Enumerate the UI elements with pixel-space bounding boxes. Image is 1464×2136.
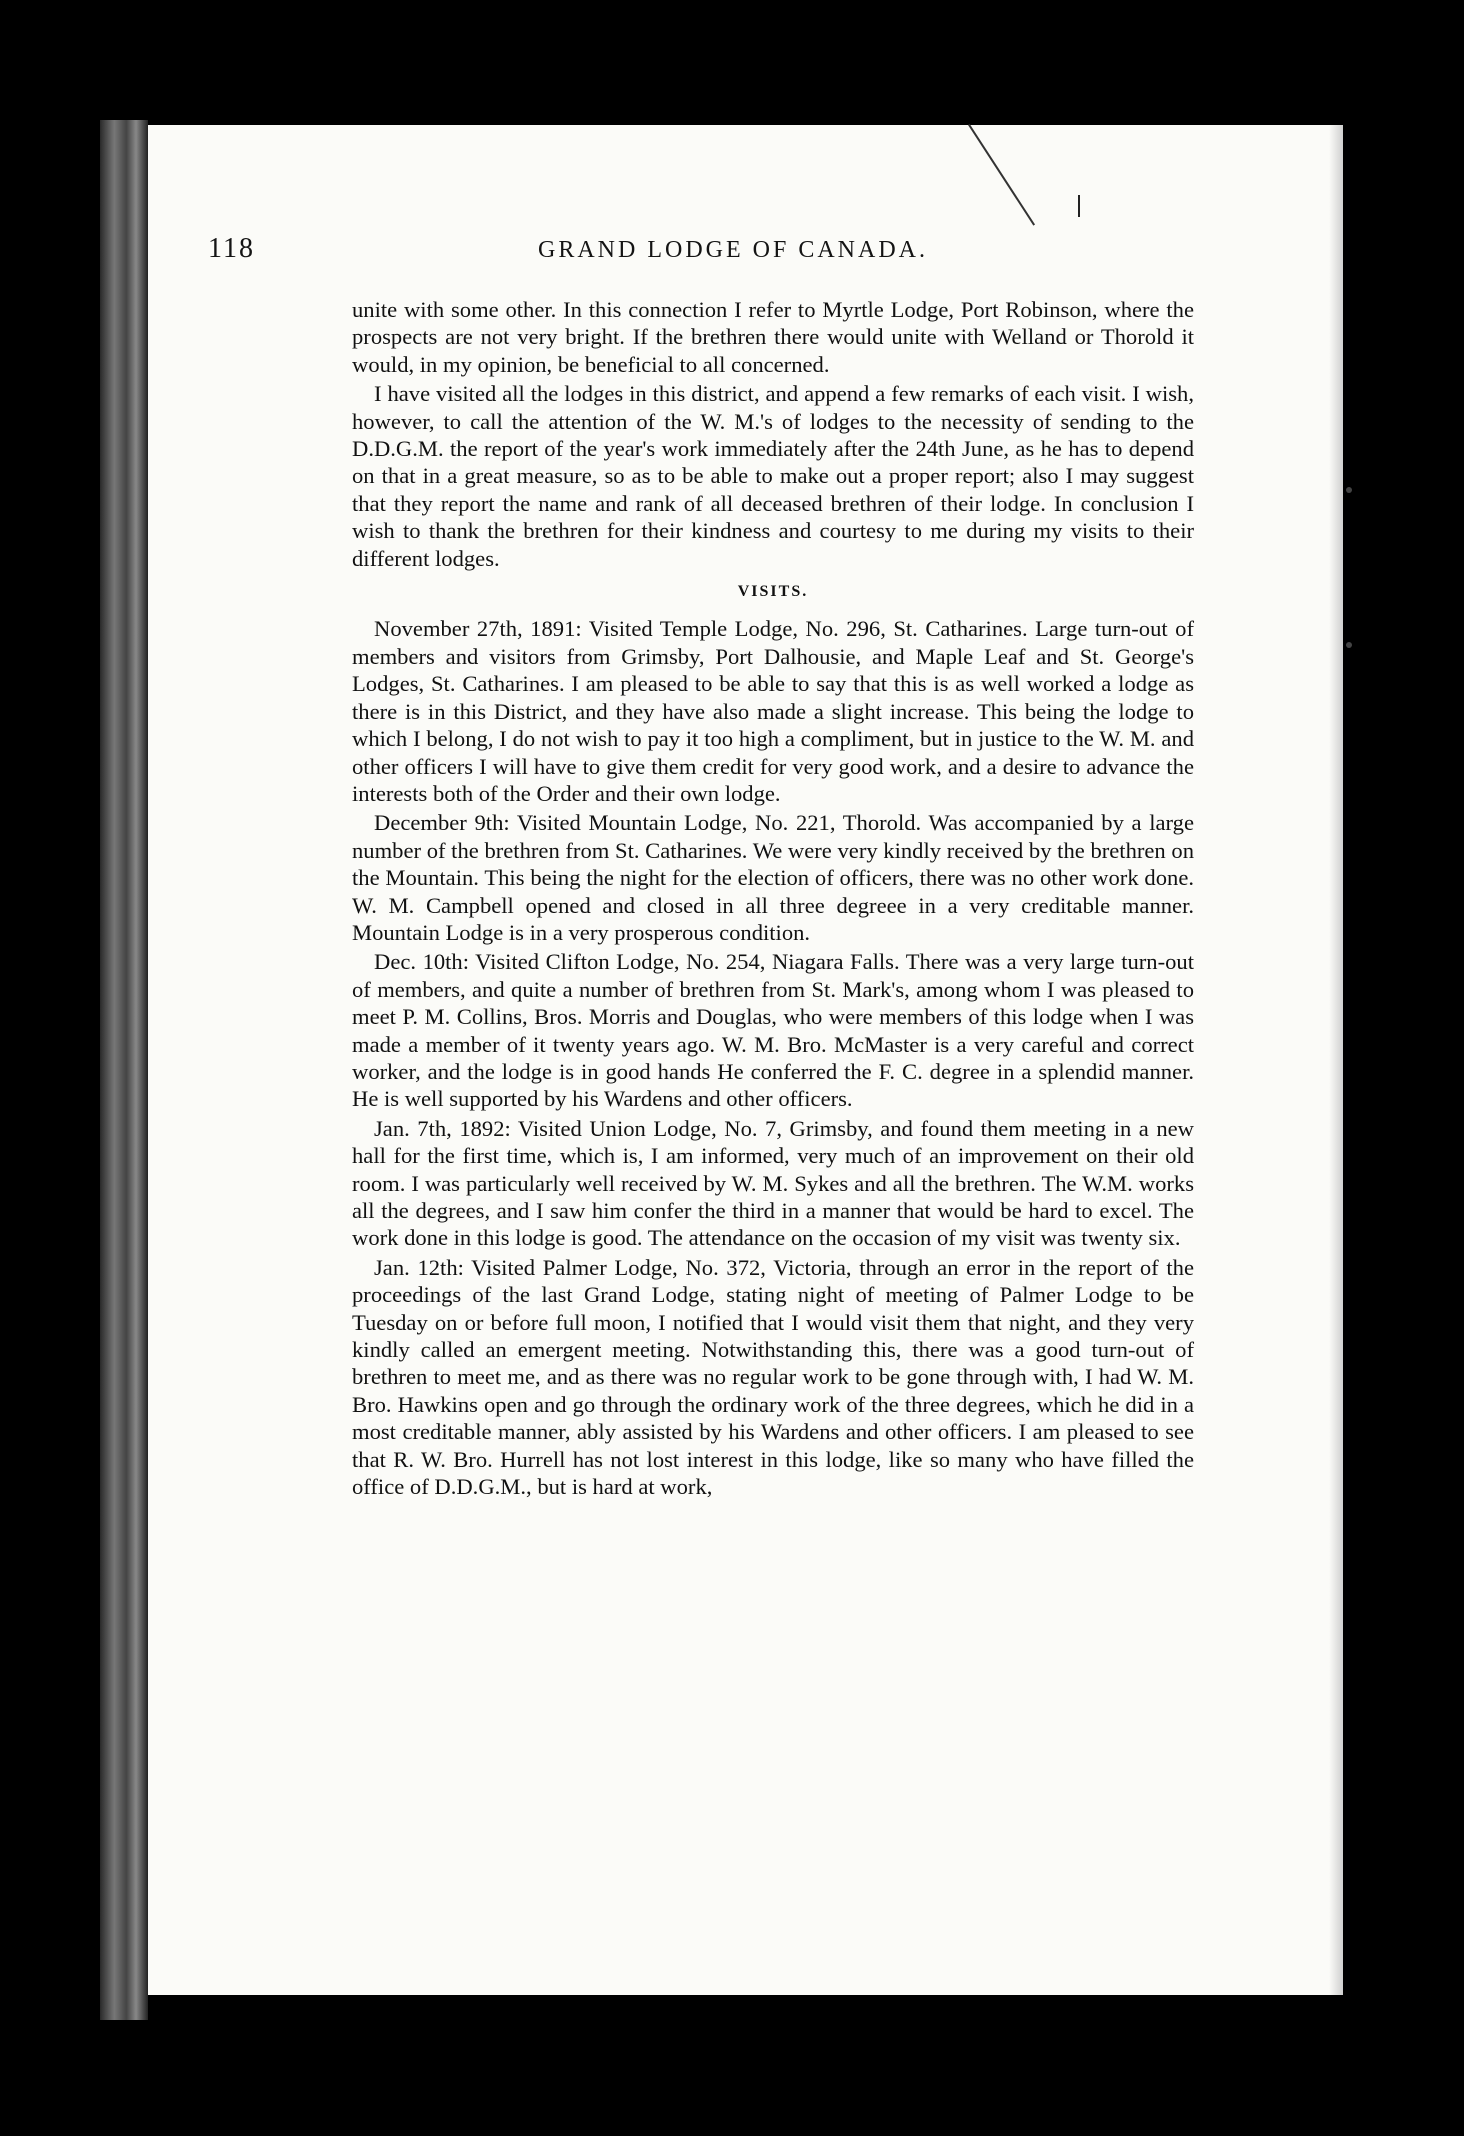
visit-entry: Dec. 10th: Visited Clifton Lodge, No. 254, Niagara Falls. There was a very large turn-out of members, and quite a number of brethren from St. Mark's, among whom I was pleased to meet P. M. Collins, Bros. Morris and Douglas, who were members of this lodge when I was made a member of it twenty years ago. W. M. Bro. McMaster is a very careful and correct worker, and the lodge is in good hands He conferred the F. C. degree in a splendid manner. He is well supported by his Wardens and other officers. <box>352 949 1194 1112</box>
visit-entry: December 9th: Visited Mountain Lodge, No. 221, Thorold. Was accompanied by a large number of the brethren from St. Catharines. We were very kindly received by the brethren on the Mountain. This being the night for the election of officers, there was no other work done. W. M. Campbell opened and closed in all three degreee in a very creditable manner. Mountain Lodge is in a very prosperous condition. <box>352 810 1194 945</box>
page-crease-mark <box>968 124 1035 226</box>
visit-entry: Jan. 7th, 1892: Visited Union Lodge, No. 7, Grimsby, and found them meeting in a new hall for the first time, which is, I am informed, very much of an improvement on their old room. I was particularly well received by W. M. Sykes and all the brethren. The W.M. works all the degrees, and I saw him confer the third in a manner that would be hard to excel. The work done in this lodge is good. The attendance on the occasion of my visit was twenty six. <box>352 1115 1194 1251</box>
body-text <box>352 296 1194 1502</box>
paragraph: unite with some other. In this connection I refer to Myrtle Lodge, Port Robinson, where the prospects are not very bright. If the brethren there would unite with Welland or Thorold it would, in my opinion, be beneficial to all concerned. <box>352 297 1194 377</box>
running-header <box>208 233 1168 273</box>
margin-dot <box>1346 642 1352 648</box>
visit-entry: Jan. 12th: Visited Palmer Lodge, No. 372, Victoria, through an error in the report of the proceedings of the last Grand Lodge, stating night of meeting of Palmer Lodge to be Tuesday on or before full moon, I notified that I would visit them that night, and they very kindly called an emergent meeting. Notwithstanding this, there was a good turn-out of brethren to meet me, and as there was no regular work to be gone through with, I had W. M. Bro. Hawkins open and go through the ordinary work of the three degrees, which he did in a most creditable manner, ably assisted by his Wardens and other officers. I am pleased to see that R. W. Bro. Hurrell has not lost interest in this lodge, like so many who have filled the office of D.D.G.M., but is hard at work, <box>352 1254 1194 1500</box>
margin-dot <box>1346 487 1352 493</box>
page-gutter-shadow <box>1329 125 1343 1995</box>
visit-entry: November 27th, 1891: Visited Temple Lodge, No. 296, St. Catharines. Large turn-out of members and visitors from Grimsby, Port Dalhousie, and Maple Leaf and St. George's Lodges, St. Catharines. I am pleased to be able to say that this is as well worked a lodge as there is in this District, and they have also made a slight increase. This being the lodge to which I belong, I do not wish to pay it too high a compliment, but in justice to the W. M. and other officers I will have to give them credit for very good work, and a desire to advance the interests both of the Order and their own lodge. <box>352 616 1194 806</box>
running-head-title: GRAND LODGE OF CANADA. <box>538 237 928 263</box>
page-crease-tick <box>1078 195 1080 217</box>
page-number: 118 <box>208 233 255 264</box>
book-page-edges <box>100 120 148 2020</box>
paragraph: I have visited all the lodges in this district, and append a few remarks of each visit. I wish, however, to call the attention of the W. M.'s of lodges to the necessity of sending to the D.D.G.M. the report of the year's work immediately after the 24th June, as he has to depend on that in a great measure, so as to be able to make out a proper report; also I may suggest that they report the name and rank of all deceased brethren of their lodge. In conclusion I wish to thank the brethren for their kindness and courtesy to me during my visits to their different lodges. <box>352 381 1194 571</box>
section-heading: VISITS. <box>737 583 809 601</box>
